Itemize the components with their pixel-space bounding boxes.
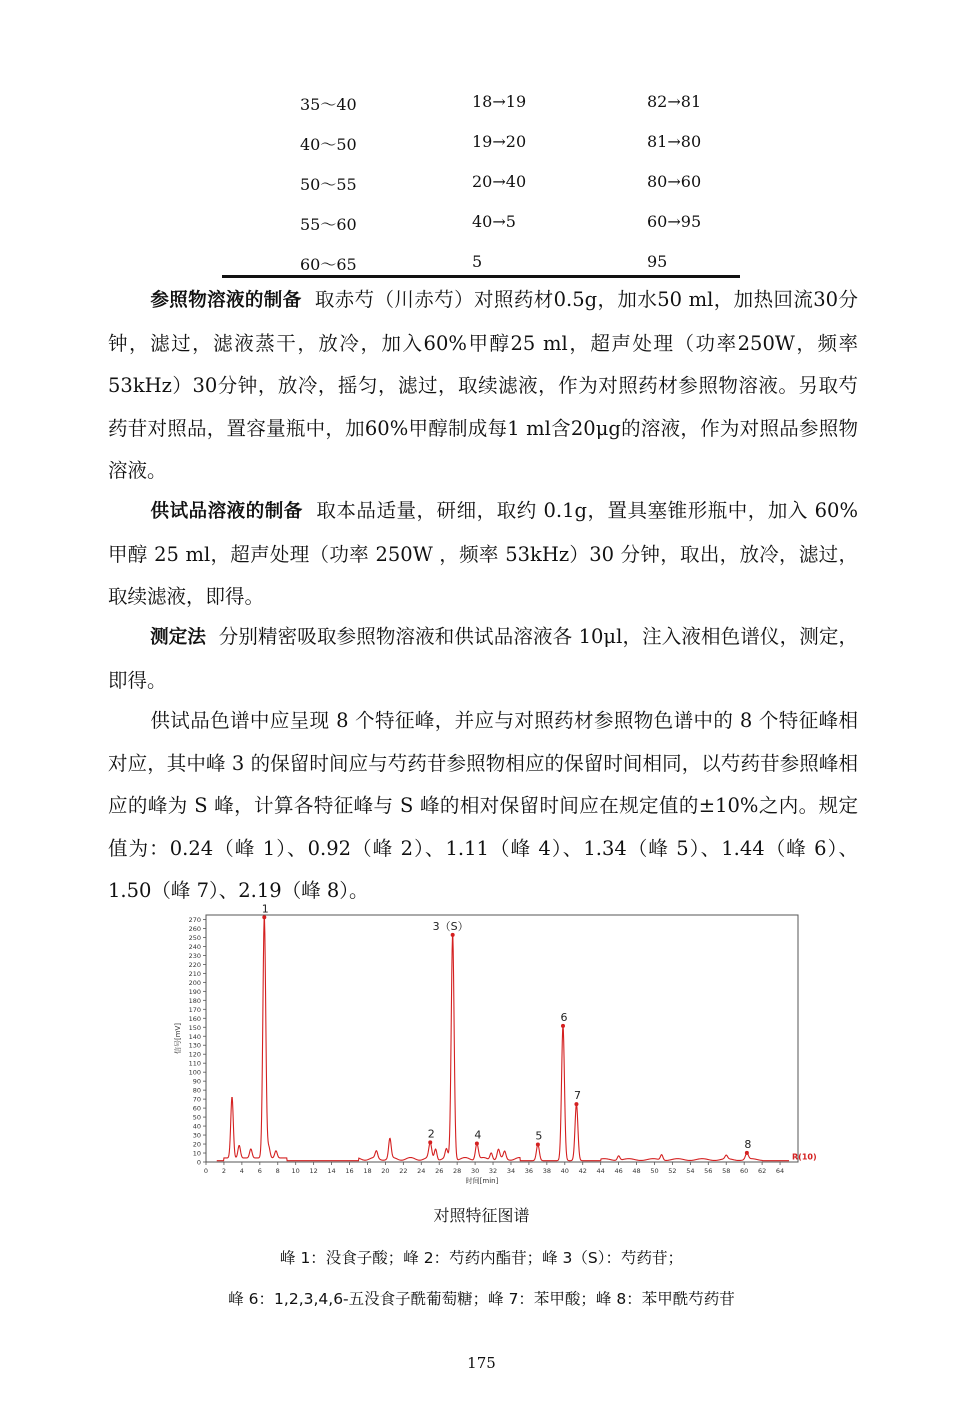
table-row <box>222 166 740 206</box>
peak-label: 3（S） <box>432 919 469 933</box>
y-tick-label: 160 <box>188 1014 201 1023</box>
x-tick-label: 32 <box>488 1167 498 1175</box>
y-tick-label: 190 <box>188 987 201 996</box>
phase-b-cell: 80→60 <box>647 172 702 191</box>
y-tick-label: 210 <box>188 969 201 978</box>
y-tick-label: 200 <box>188 978 201 987</box>
x-tick-label: 18 <box>363 1167 372 1175</box>
figure-legend-line2: 峰 6：1,2,3,4,6-五没食子酰葡萄糖；峰 7：苯甲酸；峰 8：苯甲酰芍药苷 <box>228 1290 735 1308</box>
time-cell: 40～50 <box>300 135 357 154</box>
phase-b-cell: 82→81 <box>647 92 702 111</box>
y-tick-label: 170 <box>188 1005 201 1014</box>
paragraph-text: 取本品适量，研细，取约 0.1g，置具塞锥形瓶中，加入 60%甲醇 25 ml，超声处理（功率 250W ，频率 53kHz）30 分钟，取出，放冷，滤过，取续滤液，即得。 <box>108 499 858 608</box>
y-tick-label: 90 <box>192 1077 201 1086</box>
peak-label: 8 <box>744 1137 752 1151</box>
phase-b-cell: 81→80 <box>647 132 702 151</box>
peak-marker <box>561 1024 565 1028</box>
phase-a-cell: 20→40 <box>472 172 527 191</box>
chromatogram-trace <box>217 919 789 1161</box>
paragraph-heading: 供试品溶液的制备 <box>150 501 303 522</box>
x-tick-label: 2 <box>221 1167 227 1175</box>
time-cell: 50～55 <box>300 175 357 194</box>
x-tick-label: 22 <box>399 1167 408 1175</box>
y-tick-label: 80 <box>192 1086 201 1095</box>
y-tick-label: 110 <box>188 1059 201 1068</box>
peak-marker <box>745 1151 749 1155</box>
y-tick-label: 10 <box>192 1149 201 1158</box>
chromatogram-chart <box>168 902 817 1188</box>
plot-frame <box>206 915 798 1162</box>
y-tick-label: 270 <box>188 915 201 924</box>
peak-label: 5 <box>535 1129 543 1143</box>
x-tick-label: 38 <box>542 1167 551 1175</box>
x-tick-label: 44 <box>596 1167 605 1175</box>
time-cell: 55～60 <box>300 215 357 234</box>
x-tick-label: 52 <box>668 1167 677 1175</box>
x-tick-label: 8 <box>275 1167 280 1175</box>
paragraph-heading: 测定法 <box>150 627 207 648</box>
y-tick-label: 60 <box>192 1104 201 1113</box>
table-row <box>222 126 740 166</box>
phase-a-cell: 5 <box>472 252 483 271</box>
x-tick-label: 34 <box>506 1167 516 1175</box>
figure-legend-line1: 峰 1：没食子酸；峰 2：芍药内酯苷；峰 3（S）：芍药苷； <box>280 1249 683 1267</box>
phase-b-cell: 95 <box>647 252 668 271</box>
method-paragraph <box>108 616 858 702</box>
table-row <box>222 86 740 126</box>
x-tick-label: 54 <box>686 1167 695 1175</box>
y-tick-label: 70 <box>192 1095 201 1104</box>
x-tick-label: 0 <box>203 1167 209 1175</box>
peak-marker <box>475 1141 479 1145</box>
reference-solution-paragraph <box>108 279 858 493</box>
paragraph-text: 分别精密吸取参照物溶液和供试品溶液各 10μl，注入液相色谱仪，测定，即得。 <box>108 625 858 692</box>
x-tick-label: 20 <box>381 1167 390 1175</box>
phase-a-cell: 18→19 <box>472 92 527 111</box>
paragraph-heading: 参照物溶液的制备 <box>150 290 302 311</box>
y-axis-label: 信号[mV] <box>174 1022 182 1055</box>
x-tick-label: 30 <box>470 1167 480 1175</box>
x-tick-label: 26 <box>435 1167 444 1175</box>
y-tick-label: 230 <box>188 951 201 960</box>
time-cell: 60～65 <box>300 255 357 274</box>
x-tick-label: 56 <box>704 1167 713 1175</box>
test-solution-paragraph <box>108 490 858 619</box>
paragraph-text: 取赤芍（川赤芍）对照药材0.5g，加水50 ml，加热回流30分钟，滤过，滤液蒸干，放冷，加入60%甲醇25 ml，超声处理（功率250W，频率53kHz）30分钟，放冷，摇匀，滤过，取续滤液，作为对照药材参照物溶液。另取芍药苷对照品，置容量瓶中，加60%甲醇制成每1 ml含20μg的溶液，作为对照品参照物溶液。 <box>108 288 858 482</box>
page-number: 175 <box>467 1354 496 1372</box>
requirement-paragraph <box>108 700 858 916</box>
y-tick-label: 220 <box>188 960 201 969</box>
peak-marker <box>536 1142 540 1146</box>
x-tick-label: 28 <box>453 1167 462 1175</box>
y-tick-label: 50 <box>192 1113 201 1122</box>
y-tick-label: 240 <box>188 942 201 951</box>
peak-marker <box>574 1102 578 1106</box>
x-tick-label: 6 <box>257 1167 262 1175</box>
table-row <box>222 246 740 274</box>
x-tick-label: 50 <box>650 1167 659 1175</box>
x-tick-label: 16 <box>345 1167 354 1175</box>
phase-a-cell: 40→5 <box>472 212 516 231</box>
figure-title: 对照特征图谱 <box>433 1206 530 1225</box>
time-cell: 35～40 <box>300 95 357 114</box>
x-tick-label: 36 <box>524 1167 534 1175</box>
peak-marker <box>451 933 455 937</box>
x-tick-label: 58 <box>722 1167 731 1175</box>
x-tick-label: 24 <box>417 1167 426 1175</box>
series-label: R(10) <box>792 1152 817 1162</box>
y-tick-label: 260 <box>188 924 201 933</box>
x-tick-label: 46 <box>614 1167 623 1175</box>
y-tick-label: 140 <box>188 1032 201 1041</box>
gradient-table <box>222 86 740 274</box>
x-tick-label: 4 <box>239 1167 244 1175</box>
peak-marker <box>262 915 266 919</box>
x-tick-label: 48 <box>632 1167 641 1175</box>
x-tick-label: 40 <box>560 1167 569 1175</box>
peak-label: 6 <box>560 1010 568 1024</box>
chromatogram-svg <box>168 902 817 1188</box>
table-bottom-rule <box>222 275 740 278</box>
paragraph-text: 供试品色谱中应呈现 8 个特征峰，并应与对照药材参照物色谱中的 8 个特征峰相对应，其中峰 3 的保留时间应与芍药苷参照物相应的保留时间相同，以芍药苷参照峰相应的峰为 S 峰，计算各特征峰与 S 峰的相对保留时间应在规定值的±10%之内。规定值为：0.24（峰 1）、0.92（峰 2）、1.11（峰 4）、1.34（峰 5）、1.44（峰 6）、1.50（峰 7）、2.19（峰 8）。 <box>108 709 858 902</box>
x-tick-label: 62 <box>757 1167 767 1175</box>
x-tick-label: 10 <box>291 1167 300 1175</box>
phase-a-cell: 19→20 <box>472 132 527 151</box>
x-tick-label: 60 <box>740 1167 749 1175</box>
peak-label: 1 <box>261 902 269 916</box>
peak-label: 4 <box>474 1128 482 1142</box>
x-tick-label: 42 <box>578 1167 587 1175</box>
table-row <box>222 206 740 246</box>
y-tick-label: 250 <box>188 933 201 942</box>
peak-label: 7 <box>573 1089 581 1103</box>
y-tick-label: 130 <box>188 1041 201 1050</box>
y-tick-label: 100 <box>188 1068 201 1077</box>
phase-b-cell: 60→95 <box>647 212 702 231</box>
x-tick-label: 14 <box>327 1167 336 1175</box>
x-tick-label: 12 <box>309 1167 318 1175</box>
y-tick-label: 0 <box>196 1158 201 1167</box>
y-tick-label: 20 <box>192 1140 201 1149</box>
y-tick-label: 30 <box>192 1131 201 1140</box>
peak-marker <box>428 1140 432 1144</box>
y-tick-label: 150 <box>188 1023 201 1032</box>
x-axis-label: 时间[min] <box>465 1177 499 1185</box>
peak-label: 2 <box>427 1127 435 1141</box>
y-tick-label: 180 <box>188 996 201 1005</box>
y-tick-label: 120 <box>188 1050 201 1059</box>
x-tick-label: 64 <box>775 1167 785 1175</box>
y-tick-label: 40 <box>192 1122 201 1131</box>
